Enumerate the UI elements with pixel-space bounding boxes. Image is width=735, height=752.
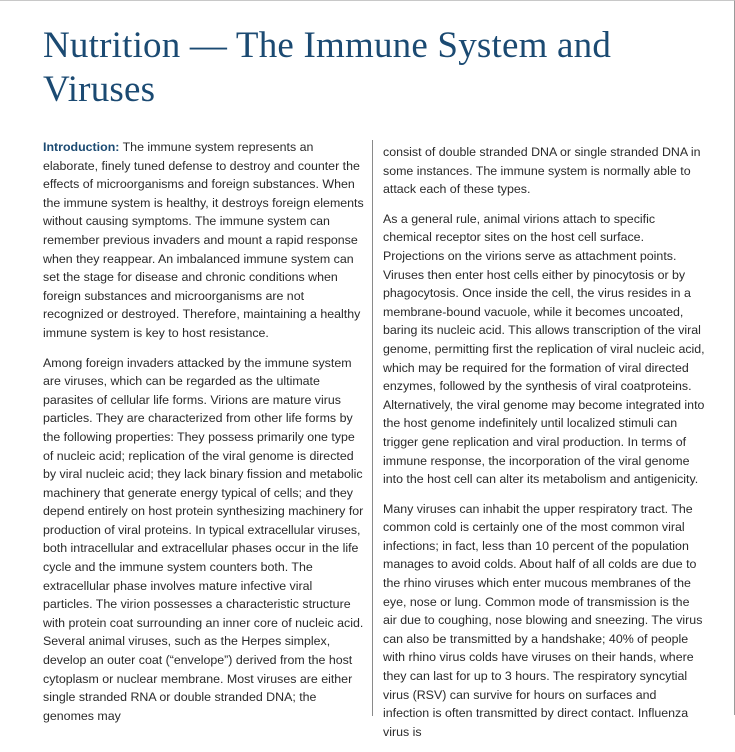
page-title: Nutrition — The Immune System and Viruses [43,25,612,110]
right-paragraph-3: Many viruses can inhabit the upper respiratory tract. The common cold is certainly one of the most common viral infections; in fact, less than 10 percent of the population manages to avoid colds. About half of all colds are due to the rhino viruses which enter mucous membranes of the eye, nose or lung. Common mode of transmission is the air due to coughing, nose blowing and sneezing. The virus can also be transmitted by a handshake; 40% of people with rhino virus colds have viruses on their hands, where they can last for up to 3 hours. The respiratory syncytial virus (RSV) can survive for hours on surfaces and infection is often transmitted by direct contact. Influenza virus is [383,501,703,739]
right-paragraph-1: consist of double stranded DNA or single stranded DNA in some instances. The immune system is normally able to attack each of these types. [383,145,701,197]
right-paragraph-2: As a general rule, animal virions attach to specific chemical receptor sites on the host cell surface. Projections on the virions serve as attachment points. Viruses then enter host cells either by pinocytosis or by phagocytosis. Once inside the cell, the virus resides in a membrane-bound vacuole, while it becomes uncoated, baring its nucleic acid. This allows transcription of the viral genome, permitting first the replication of viral nucleic acid, which may be required for the formation of viral directed enzymes, followed by the synthesis of viral coatproteins. Alternatively, the viral genome may become integrated into the host genome indefinitely until localized stimuli can trigger gene replication and viral production. In terms of immune response, the incorporation of the viral genome into the host cell can alter its metabolism and antigenicity. [383,211,705,487]
column-divider [372,140,373,716]
right-column [383,143,705,752]
intro-paragraph [43,138,365,343]
viruses-paragraph: Among foreign invaders attacked by the immune system are viruses, which can be regarded as the ultimate parasites of cellular life forms. Virions are mature virus particles. They are characterized from other life forms by the following properties: They possess primarily one type of nucleic acid; replication of the viral genome is directed by viral nucleic acid; they lack binary fission and metabolic machinery that generate energy typical of cells; and they depend entirely on host protein synthesizing machinery for production of viral proteins. In typical extracellular viruses, both intracellular and extracellular phases occur in the life cycle and the immune system counters both. The extracellular phase involves mature infective viral particles. The virion possesses a characteristic structure with protein coat surrounding an inner core of nucleic acid. Several animal viruses, such as the Herpes simplex, develop an outer coat (“envelope”) derived from the host cytoplasm or nuclear membrane. Most viruses are either single stranded RNA or double stranded DNA; the genomes may [43,355,364,723]
left-column [43,138,365,736]
intro-label: Introduction: [43,140,120,154]
intro-text: The immune system represents an elaborate, finely tuned defense to destroy and counter the effects of microorganisms and foreign substances. When the immune system is healthy, it destroys foreign elements without causing symptoms. The immune system can remember previous invaders and mount a rapid response when they reappear. An imbalanced immune system can set the stage for disease and chronic conditions when foreign substances and microorganisms are not recognized or destroyed. Therefore, maintaining a healthy immune system is key to host resistance. [43,140,364,340]
